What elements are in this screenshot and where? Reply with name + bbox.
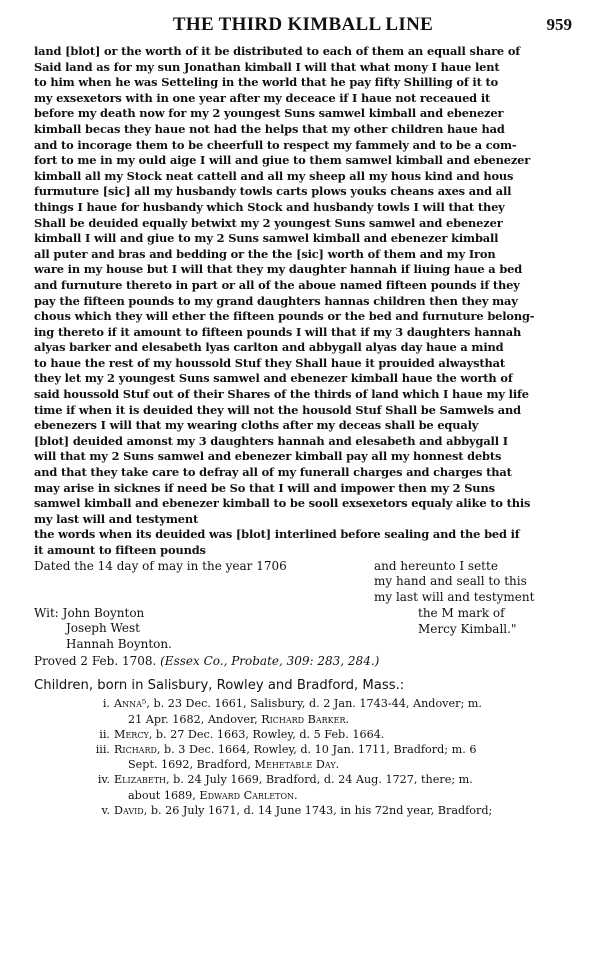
- will-line: things I haue for husbandy which Stock and husbandy towls I will that they: [34, 199, 505, 214]
- entry-end: .: [345, 712, 350, 726]
- witness-name: Joseph West: [66, 621, 140, 636]
- child-line: [114, 727, 572, 742]
- witness-label: Wit: John Boynton: [34, 605, 145, 620]
- witness-name: Hannah Boynton.: [66, 637, 172, 652]
- will-line: alyas barker and elesabeth lyas carlton and abbygall alyas day haue a mind: [34, 340, 504, 355]
- child-name: Elizabeth: [114, 773, 167, 787]
- will-line: said houssold Stuf out of their Shares of the thirds of land which I haue my life: [34, 387, 529, 402]
- child-number: iii.: [95, 743, 110, 756]
- will-line: time if when it is deuided they will not the housold Stuf Shall be Samwels and: [34, 402, 521, 417]
- child-line: [114, 696, 572, 711]
- running-title: THE THIRD KIMBALL LINE: [172, 14, 434, 35]
- child-number: ii.: [99, 727, 110, 741]
- will-line: it amount to fifteen pounds: [34, 543, 206, 557]
- will-line: Shall be deuided equally betwixt my 2 youngest Suns samwel and ebenezer: [34, 215, 503, 230]
- dated-line: Dated the 14 day of may in the year 1706: [34, 558, 287, 573]
- witnesses-block: [34, 606, 572, 658]
- child-details: , b. 23 Dec. 1661, Salisbury, d. 2 Jan. 1743-44, Andover; m.: [146, 697, 482, 711]
- will-line: kimball all my Stock neat cattell and all my sheep all my hous kind and hous: [34, 168, 514, 183]
- marriage-details: Sept. 1692, Bradford,: [128, 758, 255, 772]
- will-line: to haue the rest of my houssold Stuf they Shall haue it prouided alwaysthat: [34, 355, 505, 370]
- marriage-details: about 1689,: [128, 788, 200, 802]
- signature-line: Mercy Kimball.": [418, 621, 517, 636]
- proved-text: Proved 2 Feb. 1708.: [34, 653, 157, 668]
- witness-list: [34, 606, 172, 653]
- child-number: i.: [102, 697, 110, 711]
- page-number: 959: [546, 15, 572, 34]
- child-name: David: [114, 803, 144, 817]
- will-line: to him when he was Setteling in the world that he pay fifty Shilling of it to: [34, 75, 499, 90]
- will-line: may arise in sicknes if need be So that I will and impower then my 2 Suns: [34, 480, 495, 495]
- child-entry: [34, 772, 572, 802]
- will-line: ing thereto if it amount to fifteen pounds I will that if my 3 daughters hannah: [34, 324, 522, 339]
- child-line: [114, 742, 572, 757]
- children-list: [34, 696, 572, 818]
- child-name: Anna: [114, 697, 142, 711]
- child-entry: [34, 696, 572, 726]
- children-heading: Children, born in Salisbury, Rowley and Bradford, Mass.:: [34, 678, 405, 694]
- child-line: [114, 772, 572, 787]
- will-line: land [blot] or the worth of it be distributed to each of them an equall share of: [34, 44, 521, 58]
- running-header: [34, 12, 572, 38]
- entry-end: .: [335, 758, 340, 772]
- child-line-continued: [114, 788, 572, 803]
- will-line: and to incorage them to be cheerfull to respect my fammely and to be a com-: [34, 137, 517, 152]
- child-name: Richard: [114, 743, 157, 756]
- child-name: Mercy: [114, 727, 149, 741]
- child-entry: [34, 742, 572, 772]
- will-line: kimball I will and giue to my 2 Suns samwel kimball and ebenezer kimball: [34, 231, 499, 246]
- will-line: they let my 2 youngest Suns samwel and ebenezer kimball haue the worth of: [34, 371, 513, 386]
- child-line: [114, 803, 572, 818]
- will-line: furmuture [sic] all my husbandy towls carts plows youks cheans axes and all: [34, 184, 512, 199]
- will-line: chous which they will ether the fifteen pounds or the bed and furnuture belong-: [34, 309, 535, 324]
- child-details: , b. 27 Dec. 1663, Rowley, d. 5 Feb. 1664.: [148, 727, 385, 741]
- spouse-name: Richard Barker: [261, 712, 346, 726]
- child-entry: [34, 727, 572, 742]
- entry-end: .: [294, 788, 298, 802]
- signature-line: my hand and seall to this: [374, 574, 527, 589]
- generation-mark: ⁵: [141, 697, 147, 711]
- signature-line: and hereunto I sette: [374, 558, 498, 573]
- will-line: kimball becas they haue not had the helps that my other children haue had: [34, 121, 505, 136]
- spouse-name: Edward Carleton: [199, 788, 295, 802]
- will-line: samwel kimball and ebenezer kimball to be sooll exsexetors equaly alike to this: [34, 496, 531, 511]
- will-line: and furnuture thereto in part or all of the aboue named fifteen pounds if they: [34, 277, 520, 292]
- will-line: ware in my house but I will that they my daughter hannah if liuing haue a bed: [34, 262, 523, 277]
- will-line: ebenezers I will that my wearing cloths after my deceas shall be equaly: [34, 418, 479, 433]
- spouse-name: Mehetable Day: [254, 758, 336, 772]
- child-line-continued: [114, 757, 572, 772]
- signature-line: my last will and testyment: [374, 590, 535, 605]
- will-line: and that they take care to defray all of my funerall charges and charges that: [34, 465, 512, 480]
- will-line: pay the fifteen pounds to my grand daughters hannas children then they may: [34, 293, 518, 308]
- child-number: v.: [101, 803, 110, 817]
- will-line: my exsexetors with in one year after my deceace if I haue not receaued it: [34, 90, 491, 105]
- will-line: my last will and testyment: [34, 511, 199, 526]
- marriage-details: 21 Apr. 1682, Andover,: [128, 712, 262, 726]
- will-text: [34, 44, 572, 559]
- probate-citation: (Essex Co., Probate, 309: 283, 284.): [160, 653, 380, 668]
- signature-line: the M mark of: [418, 605, 505, 620]
- child-number: iv.: [97, 773, 110, 787]
- will-line: [blot] deuided amonst my 3 daughters hannah and elesabeth and abbygall I: [34, 433, 508, 448]
- child-details: , b. 26 July 1671, d. 14 June 1743, in his 72nd year, Bradford;: [143, 803, 493, 817]
- will-line: the words when its deuided was [blot] interlined before sealing and the bed if: [34, 527, 520, 542]
- child-details: , b. 3 Dec. 1664, Rowley, d. 10 Jan. 1711, Bradford; m. 6: [156, 743, 477, 756]
- will-line: all puter and bras and bedding or the the [sic] worth of them and my Iron: [34, 246, 496, 261]
- will-line: fort to me in my ould aige I will and giue to them samwel kimball and ebenezer: [34, 153, 531, 168]
- child-line-continued: [114, 712, 572, 727]
- will-line: before my death now for my 2 youngest Suns samwel kimball and ebenezer: [34, 106, 504, 121]
- child-details: , b. 24 July 1669, Bradford, d. 24 Aug. 1727, there; m.: [166, 773, 473, 787]
- child-entry: [34, 803, 572, 818]
- will-line: Said land as for my sun Jonathan kimball I will that what mony I haue lent: [34, 59, 500, 74]
- will-line: will that my 2 Suns samwel and ebenezer kimball pay all my honnest debts: [34, 449, 502, 464]
